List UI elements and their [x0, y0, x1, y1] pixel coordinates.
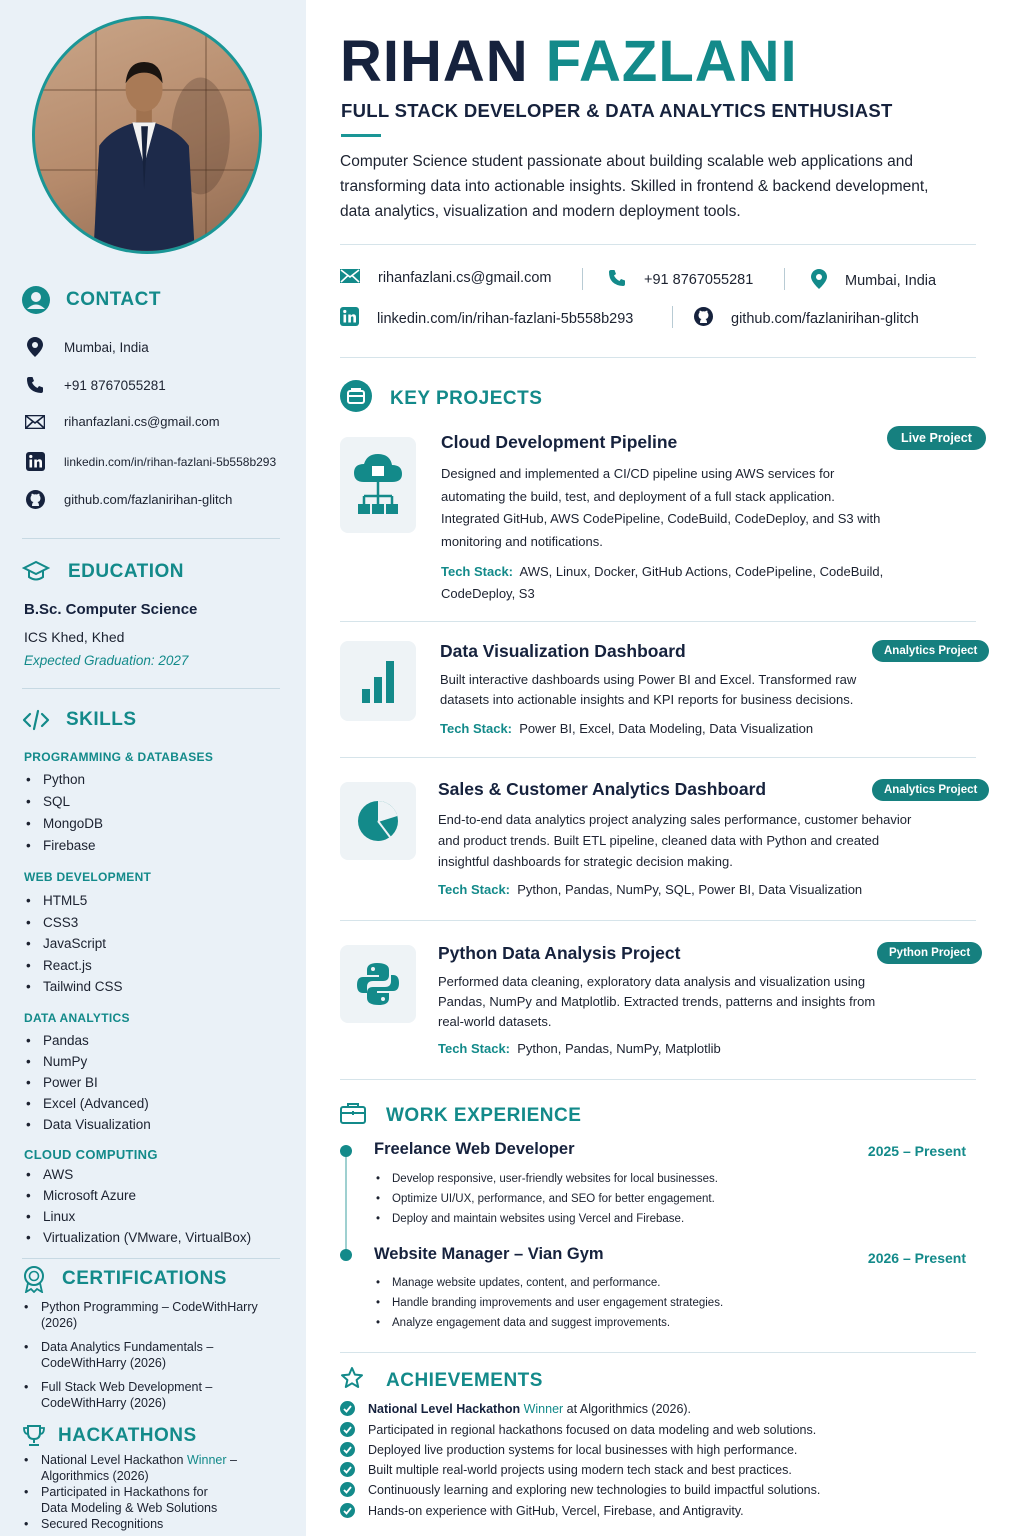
stack-value: AWS, Linux, Docker, GitHub Actions, CodePipeline, CodeBuild, CodeDeploy, S3	[441, 564, 884, 601]
main-phone-text[interactable]: +91 8767055281	[644, 272, 754, 288]
education-degree: B.Sc. Computer Science	[24, 601, 198, 618]
job-bullet: • Analyze engagement data and suggest improvements.	[374, 1313, 723, 1333]
certification-item: • Full Stack Web Development – CodeWithHarry (2026)	[22, 1379, 222, 1411]
sidebar-email-text[interactable]: rihanfazlani.cs@gmail.com	[64, 414, 220, 429]
skill-item: • MongoDB	[24, 813, 103, 835]
job-title: Freelance Web Developer	[374, 1140, 575, 1158]
hackathons-section-header	[20, 1422, 197, 1450]
timeline-line	[345, 1151, 347, 1255]
briefcase-circle-icon	[340, 380, 372, 417]
stack-value: Power BI, Excel, Data Modeling, Data Visualization	[519, 721, 814, 736]
achievement-item: Continuously learning and exploring new technologies to build impactful solutions.	[340, 1482, 820, 1497]
job-date: 2025 – Present	[867, 1143, 966, 1159]
sidebar-location-text: Mumbai, India	[64, 339, 149, 355]
timeline-dot	[340, 1249, 352, 1261]
projects-section-header	[340, 380, 542, 417]
skills-section-header	[22, 706, 137, 734]
python-logo-icon	[340, 945, 416, 1023]
contact-separator	[582, 268, 583, 290]
sidebar-linkedin	[24, 452, 276, 471]
sidebar-phone	[24, 376, 166, 394]
sidebar-divider	[22, 1258, 280, 1259]
certification-item: • Data Analytics Fundamentals – CodeWithHarry (2026)	[22, 1339, 222, 1371]
education-graduation: Expected Graduation: 2027	[24, 653, 189, 668]
skill-group-title: WEB DEVELOPMENT	[24, 870, 152, 884]
stack-label: Tech Stack:	[438, 882, 511, 897]
github-icon	[24, 490, 46, 509]
skill-item: • Power BI	[24, 1072, 151, 1093]
main-location	[811, 269, 936, 293]
skill-item: • NumPy	[24, 1051, 151, 1072]
sidebar-linkedin-text[interactable]: linkedin.com/in/rihan-fazlani-5b558b293	[64, 454, 277, 469]
job-bullets	[374, 1169, 718, 1229]
skill-item: • SQL	[24, 791, 103, 813]
skill-item: • Pandas	[24, 1030, 151, 1051]
email-icon	[340, 269, 360, 287]
briefcase-icon	[340, 1101, 366, 1130]
main-divider	[340, 621, 976, 622]
certifications-list	[22, 1299, 272, 1411]
profile-photo	[32, 16, 262, 254]
check-icon	[340, 1422, 355, 1437]
linkedin-icon	[340, 307, 359, 330]
job-bullet: • Handle branding improvements and user engagement strategies.	[374, 1293, 723, 1313]
project-title: Python Data Analysis Project	[438, 943, 681, 963]
check-icon	[340, 1442, 355, 1457]
linkedin-icon	[24, 452, 46, 471]
certification-item: • Python Programming – CodeWithHarry (2026)	[22, 1299, 272, 1331]
sidebar-phone-text[interactable]: +91 8767055281	[64, 377, 166, 393]
skill-item: • Excel (Advanced)	[24, 1093, 151, 1114]
star-icon	[340, 1366, 364, 1395]
main-divider	[340, 1352, 976, 1353]
github-icon	[694, 307, 713, 330]
skill-list-cloud	[24, 1164, 251, 1248]
check-icon	[340, 1503, 355, 1518]
profile-summary: Computer Science student passionate about building scalable web applications and transforming data into actionable insights. Skilled in frontend & backend development, data analytics, visualization and modern deployment tools.	[340, 153, 929, 220]
main-email-text[interactable]: rihanfazlani.cs@gmail.com	[378, 270, 552, 286]
project-stack	[438, 879, 862, 901]
main-email	[340, 269, 551, 287]
job-title: Website Manager – Vian Gym	[374, 1245, 604, 1263]
skill-item: • React.js	[24, 955, 123, 977]
skill-list-programming	[24, 769, 103, 857]
code-icon	[22, 706, 50, 734]
education-section-header	[22, 558, 184, 586]
skill-item: • AWS	[24, 1164, 251, 1185]
candidate-name	[340, 28, 798, 95]
achievements-title: ACHIEVEMENTS	[386, 1369, 543, 1391]
project-badge: Analytics Project	[872, 640, 989, 662]
project-title: Sales & Customer Analytics Dashboard	[438, 779, 767, 799]
project-stack	[438, 1038, 721, 1060]
project-title: Cloud Development Pipeline	[441, 432, 678, 452]
skills-title: SKILLS	[66, 709, 137, 730]
main-phone	[608, 269, 753, 291]
skill-group-title: PROGRAMMING & DATABASES	[24, 750, 214, 764]
phone-icon	[608, 269, 626, 291]
project-description: End-to-end data analytics project analyzing sales performance, customer behavior and product trends. Built ETL pipeline, cleaned data with Python and created insightful dashboards for strategic decision making.	[438, 812, 912, 869]
skill-list-analytics	[24, 1030, 151, 1135]
sidebar	[0, 0, 306, 1536]
skill-item: • Microsoft Azure	[24, 1185, 251, 1206]
graduation-cap-icon	[22, 558, 50, 586]
candidate-role: FULL STACK DEVELOPER & DATA ANALYTICS ENTHUSIAST	[341, 100, 893, 121]
skill-item: • Tailwind CSS	[24, 976, 123, 998]
skill-item: • HTML5	[24, 890, 123, 912]
cloud-pipeline-icon	[340, 437, 416, 533]
certifications-title: CERTIFICATIONS	[62, 1268, 227, 1289]
hackathon-item: • National Level Hackathon Winner – Algorithmics (2026)	[22, 1452, 252, 1484]
achievement-item: Deployed live production systems for local businesses with high performance.	[340, 1442, 797, 1457]
check-icon	[340, 1401, 355, 1416]
sidebar-divider	[22, 688, 280, 689]
skill-list-web	[24, 890, 123, 1000]
first-name: RIHAN	[340, 29, 529, 94]
sidebar-github-text[interactable]: github.com/fazlanirihan-glitch	[64, 492, 233, 507]
main-linkedin	[340, 307, 633, 330]
job-bullets	[374, 1273, 723, 1333]
sidebar-github	[24, 490, 232, 509]
main-github	[694, 307, 919, 330]
check-icon	[340, 1482, 355, 1497]
stack-value: Python, Pandas, NumPy, SQL, Power BI, Data Visualization	[517, 882, 863, 897]
sidebar-location	[24, 337, 149, 357]
stack-label: Tech Stack:	[441, 564, 514, 579]
skill-item: • CSS3	[24, 912, 123, 934]
project-badge: Live Project	[887, 426, 986, 450]
main-divider	[340, 920, 976, 921]
accent-bar	[341, 134, 381, 137]
main-location-text: Mumbai, India	[845, 273, 937, 289]
contact-separator	[672, 306, 673, 328]
last-name: FAZLANI	[545, 29, 798, 94]
contact-separator	[784, 268, 785, 290]
winner-highlight: Winner	[523, 1401, 564, 1416]
stack-label: Tech Stack:	[440, 721, 513, 736]
job-bullet: • Optimize UI/UX, performance, and SEO for better engagement.	[374, 1189, 718, 1209]
check-icon	[340, 1462, 355, 1477]
skill-item: • Firebase	[24, 835, 103, 857]
project-badge: Analytics Project	[872, 779, 989, 801]
hackathon-item: • Participated in Hackathons for Data Modeling & Web Solutions	[22, 1484, 222, 1516]
stack-value: Python, Pandas, NumPy, Matplotlib	[517, 1041, 721, 1056]
education-school: ICS Khed, Khed	[24, 629, 125, 645]
job-bullet: • Deploy and maintain websites using Vercel and Firebase.	[374, 1209, 718, 1229]
achievements-section-header	[340, 1366, 543, 1395]
skill-item: • Virtualization (VMware, VirtualBox)	[24, 1227, 251, 1248]
user-icon	[22, 286, 50, 314]
skill-item: • Linux	[24, 1206, 251, 1227]
skill-item: • Data Visualization	[24, 1114, 151, 1135]
main-divider	[340, 357, 976, 358]
education-title: EDUCATION	[68, 561, 185, 582]
experience-title: WORK EXPERIENCE	[386, 1104, 582, 1126]
skill-group-title: CLOUD COMPUTING	[24, 1147, 158, 1162]
hackathons-list	[22, 1452, 262, 1532]
achievement-item: National Level Hackathon Winner at Algorithmics (2026).	[340, 1401, 691, 1416]
project-title: Data Visualization Dashboard	[440, 641, 686, 661]
skill-item: • JavaScript	[24, 933, 123, 955]
skill-group-title: DATA ANALYTICS	[24, 1011, 130, 1025]
main-github-text[interactable]: github.com/fazlanirihan-glitch	[731, 310, 919, 327]
main-divider	[340, 757, 976, 758]
location-pin-icon	[811, 269, 827, 293]
pie-chart-icon	[340, 782, 416, 860]
contact-title: CONTACT	[66, 289, 161, 310]
contact-section-header	[22, 286, 161, 314]
hackathon-item: • Secured Recognitions	[22, 1516, 262, 1532]
job-date: 2026 – Present	[867, 1250, 966, 1266]
project-stack	[440, 718, 813, 740]
skill-item: • Python	[24, 769, 103, 791]
main-divider	[340, 1079, 976, 1080]
job-bullet: • Develop responsive, user-friendly websites for local businesses.	[374, 1169, 718, 1189]
project-stack	[441, 561, 911, 605]
achievement-item: Hands-on experience with GitHub, Vercel, Firebase, and Antigravity.	[340, 1503, 744, 1518]
stack-label: Tech Stack:	[438, 1041, 511, 1056]
project-description: Designed and implemented a CI/CD pipeline using AWS services for automating the build, test, and deployment of a full stack application. Integrated GitHub, AWS CodePipeline, CodeBuild, CodeDeploy, and S3 with monitoring and notifications.	[441, 466, 881, 549]
trophy-icon	[20, 1422, 48, 1450]
award-ribbon-icon	[20, 1265, 48, 1293]
main-content	[306, 0, 1024, 1536]
sidebar-divider	[22, 538, 280, 539]
certifications-section-header	[20, 1265, 227, 1293]
job-bullet: • Manage website updates, content, and performance.	[374, 1273, 723, 1293]
project-description: Built interactive dashboards using Power BI and Excel. Transformed raw datasets into actionable insights and KPI reports for business decisions.	[440, 672, 857, 707]
email-icon	[24, 415, 46, 429]
main-divider	[340, 244, 976, 245]
sidebar-email	[24, 414, 220, 429]
project-description: Performed data cleaning, exploratory data analysis and visualization using Pandas, NumPy and Matplotlib. Extracted trends, patterns and insights from real-world datasets.	[438, 974, 876, 1029]
project-badge: Python Project	[877, 942, 982, 964]
timeline-dot	[340, 1145, 352, 1157]
main-linkedin-text[interactable]: linkedin.com/in/rihan-fazlani-5b558b293	[377, 310, 634, 327]
location-pin-icon	[24, 337, 46, 357]
bar-chart-icon	[340, 641, 416, 721]
projects-title: KEY PROJECTS	[390, 387, 543, 409]
experience-section-header	[340, 1101, 581, 1130]
phone-icon	[24, 376, 46, 394]
achievement-item: Participated in regional hackathons focused on data modeling and web solutions.	[340, 1422, 816, 1437]
achievement-item: Built multiple real-world projects using modern tech stack and best practices.	[340, 1462, 792, 1477]
hackathons-title: HACKATHONS	[58, 1425, 197, 1446]
winner-highlight: Winner	[186, 1453, 227, 1467]
